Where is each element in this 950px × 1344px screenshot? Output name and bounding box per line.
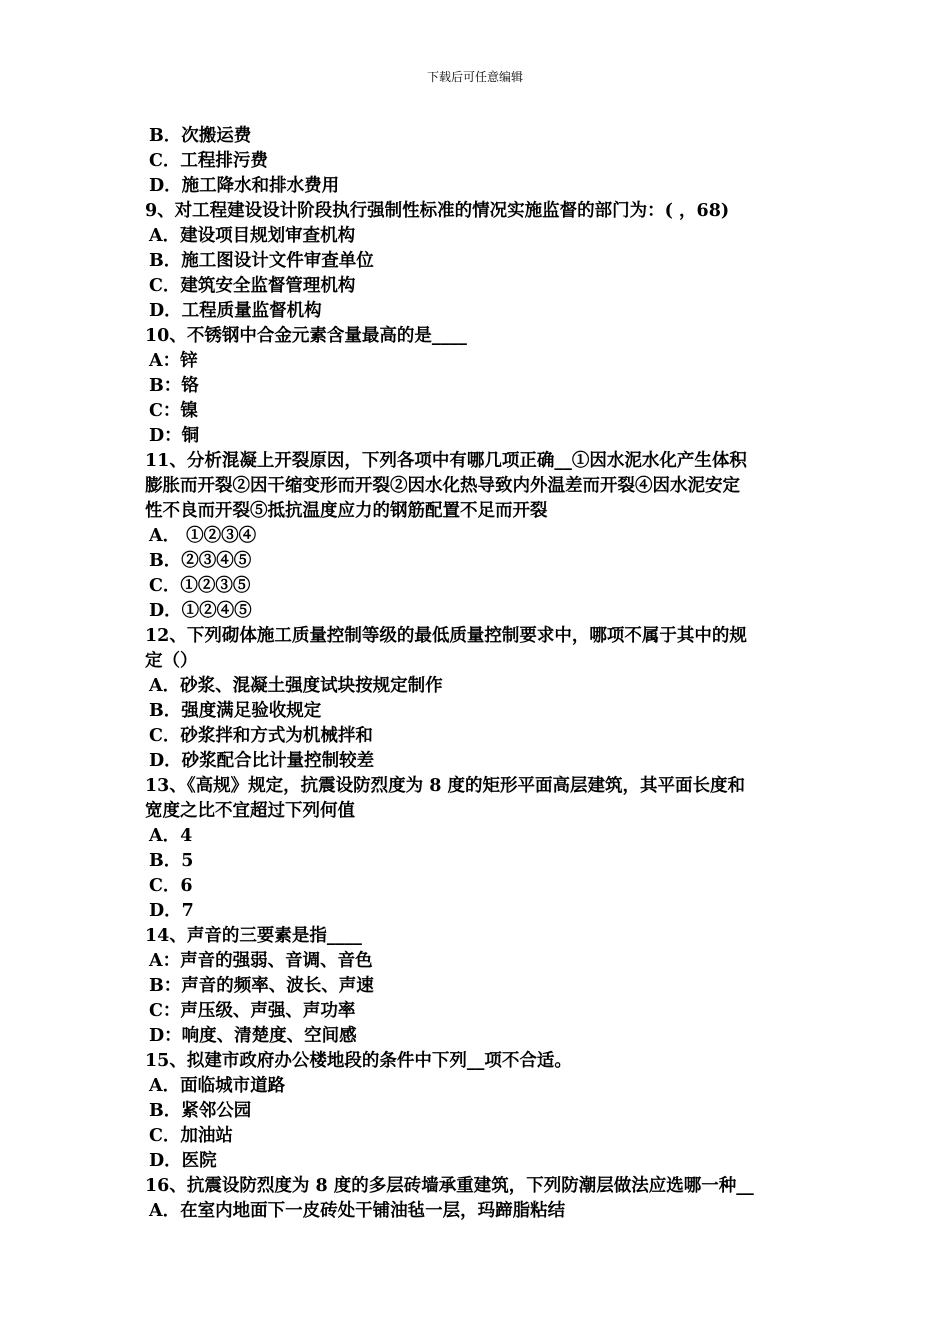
answer-option-line: B．强度满足验收规定 — [149, 701, 322, 721]
answer-option-line: C．砂浆拌和方式为机械拌和 — [149, 726, 373, 746]
answer-option-line: A．建设项目规划审查机构 — [149, 226, 356, 246]
answer-option-line: B：铬 — [149, 376, 199, 396]
answer-option-line: D：铜 — [149, 426, 200, 446]
answer-option-line: A．在室内地面下一皮砖处干铺油毡一层，玛蹄脂粘结 — [149, 1201, 566, 1221]
answer-option-line: C．6 — [149, 876, 193, 896]
answer-option-line: D．7 — [149, 901, 194, 921]
answer-option-line: C：镍 — [149, 401, 198, 421]
answer-option-line: D：响度、清楚度、空间感 — [149, 1026, 357, 1046]
question-text-line: 12、下列砌体施工质量控制等级的最低质量控制要求中，哪项不属于其中的规 — [145, 626, 747, 646]
answer-option-line: D．施工降水和排水费用 — [149, 176, 340, 196]
answer-option-line: C．加油站 — [149, 1126, 233, 1146]
answer-option-line: A．面临城市道路 — [149, 1076, 286, 1096]
answer-option-line: B．施工图设计文件审查单位 — [149, 251, 374, 271]
question-text-line: 15、拟建市政府办公楼地段的条件中下列__项不合适。 — [145, 1051, 572, 1071]
answer-option-line: B．5 — [149, 851, 194, 871]
answer-option-line: D．砂浆配合比计量控制较差 — [149, 751, 375, 771]
question-text-line: 9、对工程建设设计阶段执行强制性标准的情况实施监督的部门为：( ，68) — [145, 201, 730, 221]
answer-option-line: D．医院 — [149, 1151, 217, 1171]
page-header-note: 下载后可任意编辑 — [426, 70, 523, 84]
answer-option-line: A． ①②③④ — [149, 526, 257, 546]
answer-option-line: A：声音的强弱、音调、音色 — [149, 951, 373, 971]
answer-option-line: B．紧邻公园 — [149, 1101, 252, 1121]
question-text-line: 宽度之比不宜超过下列何值 — [145, 801, 355, 821]
answer-option-line: A．砂浆、混凝土强度试块按规定制作 — [149, 676, 443, 696]
question-text-line: 11、分析混凝上开裂原因，下列各项中有哪几项正确__①因水泥水化产生体积 — [145, 451, 747, 471]
question-text-line: 定（） — [145, 651, 198, 671]
answer-option-line: D．工程质量监督机构 — [149, 301, 322, 321]
document-body — [145, 124, 810, 1224]
answer-option-line: B：声音的频率、波长、声速 — [149, 976, 374, 996]
answer-option-line: B．次搬运费 — [149, 126, 252, 146]
answer-option-line: C．①②③⑤ — [149, 576, 251, 596]
answer-option-line: C．工程排污费 — [149, 151, 268, 171]
question-text-line: 膨胀而开裂②因干缩变形而开裂②因水化热导致内外温差而开裂④因水泥安定 — [145, 476, 740, 496]
answer-option-line: B．②③④⑤ — [149, 551, 252, 571]
question-text-line: 14、声音的三要素是指____ — [145, 926, 362, 946]
question-text-line: 10、不锈钢中合金元素含量最高的是____ — [145, 326, 467, 346]
question-text-line: 13、《高规》规定，抗震设防烈度为 8 度的矩形平面高层建筑，其平面长度和 — [145, 776, 745, 796]
answer-option-line: D．①②④⑤ — [149, 601, 252, 621]
answer-option-line: A：锌 — [149, 351, 198, 371]
answer-option-line: C：声压级、声强、声功率 — [149, 1001, 356, 1021]
answer-option-line: C．建筑安全监督管理机构 — [149, 276, 356, 296]
answer-option-line: A．4 — [149, 826, 193, 846]
question-text-line: 性不良而开裂⑤抵抗温度应力的钢筋配置不足而开裂 — [145, 501, 548, 521]
question-text-line: 16、抗震设防烈度为 8 度的多层砖墙承重建筑，下列防潮层做法应选哪一种__ — [145, 1176, 754, 1196]
